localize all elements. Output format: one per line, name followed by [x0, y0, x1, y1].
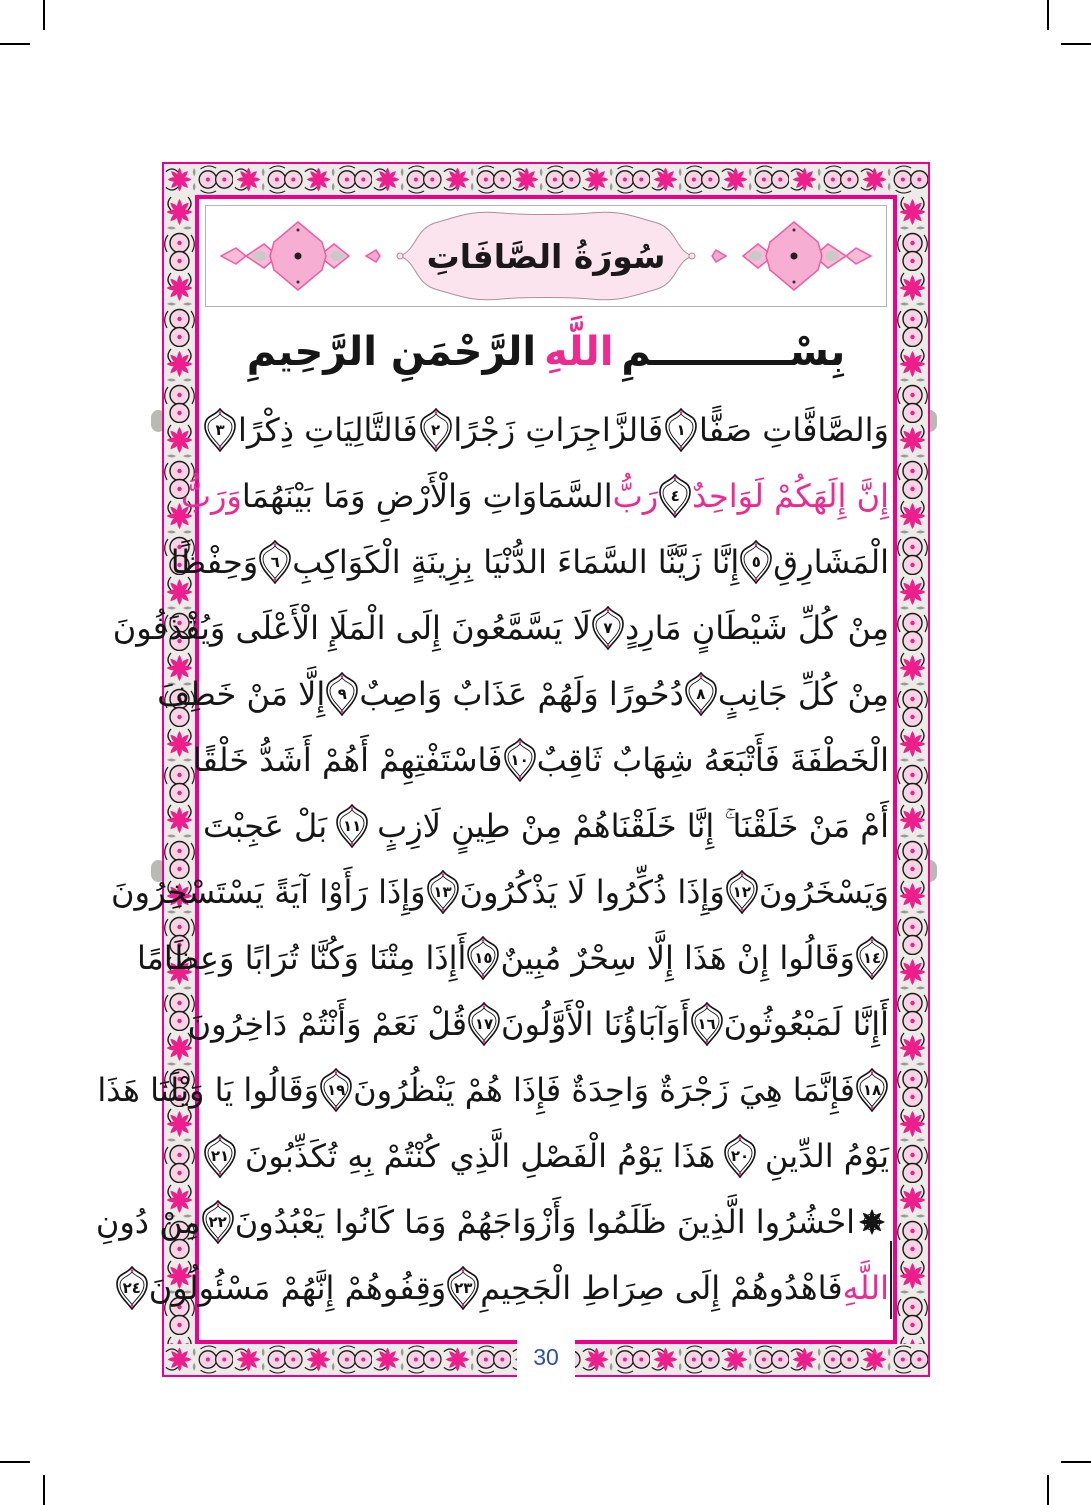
rub-el-hizb-icon	[855, 1205, 889, 1239]
border-tile	[303, 164, 372, 195]
quran-line	[192, 727, 889, 793]
text-segment: وَرَبُّ	[180, 477, 242, 515]
crop-mark-bottom-right-h	[1061, 1461, 1091, 1463]
quran-line	[136, 925, 889, 991]
verse-number-medallion: ١٦	[690, 1002, 724, 1046]
border-tile	[897, 879, 928, 955]
surah-title-cartouche	[396, 208, 696, 304]
quran-line	[110, 859, 889, 925]
surah-title-box	[205, 205, 887, 307]
text-segment: وَقَالُوا يَا وَيْلَنَا هَذَا	[97, 1071, 320, 1109]
border-tile	[164, 195, 195, 271]
text-segment: إِلَّا مَنْ خَطِفَ	[157, 675, 326, 713]
text-segment: بَلْ عَجِبْتَ	[203, 807, 328, 845]
text-segment: السَّمَاوَاتِ وَالْأَرْضِ وَمَا بَيْنَهُمَا	[241, 477, 613, 515]
text-segment: أَإِنَّا لَمَبْعُوثُونَ	[723, 1005, 889, 1043]
verse-number-medallion: ١٨	[855, 1068, 889, 1112]
bismillah-pre: بِسْــــــــــمِ	[621, 329, 846, 375]
border-tile	[789, 164, 858, 195]
verse-number-medallion: ١٥	[466, 936, 500, 980]
text-segment: لَا يَسَّمَّعُونَ إِلَى الْمَلَإِ الْأَعْلَى وَيُقْذَفُونَ	[112, 609, 591, 647]
verse-number-medallion: ١٣	[426, 870, 460, 914]
border-tile	[897, 499, 928, 575]
text-segment: أَوَآبَاؤُنَا الْأَوَّلُونَ	[501, 1005, 690, 1043]
border-tile	[720, 1344, 789, 1375]
border-tile	[581, 164, 650, 195]
verse-number-medallion: ٢٢	[201, 1200, 235, 1244]
border-tile	[164, 1107, 195, 1183]
quran-line	[203, 397, 889, 463]
border-tile	[859, 1344, 928, 1375]
verse-number-medallion: ١٠	[503, 738, 537, 782]
quran-line	[187, 991, 889, 1057]
verse-number-medallion: ٥	[739, 540, 773, 584]
border-tile	[897, 1031, 928, 1107]
verse-number-medallion: ١٤	[855, 936, 889, 980]
border-tile	[372, 1344, 441, 1375]
text-segment: وَالصَّافَّاتِ صَفًّا	[698, 411, 889, 449]
border-tile	[897, 1335, 928, 1344]
text-segment: مِنْ كُلِّ شَيْطَانٍ مَارِدٍ	[624, 609, 889, 647]
border-tile	[581, 1344, 650, 1375]
verse-number-medallion: ١٩	[319, 1068, 353, 1112]
text-segment: الْخَطْفَةَ فَأَتْبَعَهُ شِهَابٌ ثَاقِبٌ	[536, 741, 889, 779]
border-tile	[897, 1183, 928, 1259]
quran-line	[170, 529, 889, 595]
text-segment: يَوْمُ الدِّينِ	[764, 1137, 889, 1175]
border-tile	[650, 1344, 719, 1375]
text-segment: وَقِفُوهُمْ إِنَّهُمْ مَسْئُولُونَ	[148, 1269, 447, 1307]
text-segment: وَإِذَا ذُكِّرُوا لَا يَذْكُرُونَ	[459, 873, 725, 911]
quran-line	[203, 1123, 889, 1189]
text-segment: فَاهْدُوهُمْ إِلَى صِرَاطِ الْجَحِيمِ	[480, 1269, 843, 1307]
border-tile	[897, 727, 928, 803]
text-segment: وَحِفْظًا	[170, 543, 259, 581]
hizb-start-rule	[890, 1241, 892, 1319]
border-tile	[164, 727, 195, 803]
text-segment: رَبُّ	[612, 477, 659, 515]
crop-mark-top-right-v	[1047, 0, 1049, 30]
page-number-box	[517, 1337, 575, 1378]
border-tile	[442, 164, 511, 195]
bismillah-line	[199, 307, 893, 397]
page-number: 30	[533, 1344, 559, 1370]
verse-number-medallion: ٣	[203, 408, 237, 452]
text-segment: دُحُورًا وَلَهُمْ عَذَابٌ وَاصِبٌ	[359, 675, 684, 713]
border-tile	[164, 347, 195, 423]
crop-mark-bottom-left-v	[43, 1475, 45, 1505]
surah-title: سُورَةُ الصَّافَاتِ	[426, 236, 666, 276]
border-tile	[164, 164, 233, 195]
border-tile	[442, 1344, 511, 1375]
verse-number-medallion: ١	[664, 408, 698, 452]
verse-number-medallion: ٤	[658, 474, 692, 518]
border-tile	[164, 1335, 195, 1344]
border-tile	[789, 1344, 858, 1375]
crop-mark-top-right-h	[1061, 43, 1091, 45]
verse-number-medallion: ٨	[684, 672, 718, 716]
verse-number-medallion: ٧	[591, 606, 625, 650]
page-content	[95, 199, 893, 1340]
border-tile	[897, 1259, 928, 1335]
border-tile	[164, 1344, 233, 1375]
quran-line	[97, 1057, 889, 1123]
border-tile	[897, 195, 928, 271]
border-tile	[897, 423, 928, 499]
crop-mark-top-left-v	[43, 0, 45, 30]
border-tile	[897, 955, 928, 1031]
crop-mark-top-left-h	[0, 43, 30, 45]
border-tile	[897, 651, 928, 727]
text-segment: أَإِذَا مِتْنَا وَكُنَّا تُرَابًا وَعِظَامًا	[136, 939, 467, 977]
border-tile	[233, 1344, 302, 1375]
text-segment: إِنَّ إِلَهَكُمْ لَوَاحِدٌ	[692, 477, 889, 515]
text-segment: وَيَسْخَرُونَ	[758, 873, 889, 911]
text-segment: وَقَالُوا إِنْ هَذَا إِلَّا سِحْرٌ مُبِينٌ	[500, 939, 855, 977]
ornament-border-right	[897, 195, 928, 1344]
quran-line	[180, 463, 889, 529]
border-tile	[164, 803, 195, 879]
border-tile	[372, 164, 441, 195]
border-tile	[897, 803, 928, 879]
quran-line	[95, 1189, 889, 1255]
decorative-frame	[95, 162, 930, 1377]
border-tile	[511, 164, 580, 195]
quran-text-block	[95, 397, 893, 1321]
verse-number-medallion: ٢٠	[723, 1134, 757, 1178]
border-tile	[897, 271, 928, 347]
verse-number-medallion: ٢	[419, 408, 453, 452]
text-segment: مِنْ كُلِّ جَانِبٍ	[717, 675, 889, 713]
border-tile	[164, 271, 195, 347]
border-tile	[859, 164, 928, 195]
verse-number-medallion: ١٧	[467, 1002, 501, 1046]
text-segment: فَالزَّاجِرَاتِ زَجْرًا	[453, 411, 664, 449]
verse-number-medallion: ٦	[258, 540, 292, 584]
border-tile	[897, 1107, 928, 1183]
verse-number-medallion: ٢١	[203, 1134, 237, 1178]
ornament-border-top	[164, 164, 928, 195]
text-segment: فَاسْتَفْتِهِمْ أَهُمْ أَشَدُّ خَلْقًا	[192, 741, 503, 779]
quran-line	[203, 793, 889, 859]
ornament-border-left	[164, 195, 195, 1344]
text-segment: أَمْ مَنْ خَلَقْنَا ۚ إِنَّا خَلَقْنَاهُمْ مِنْ طِينٍ لَازِبٍ	[377, 806, 889, 845]
crop-mark-bottom-right-v	[1047, 1475, 1049, 1505]
bismillah-allah: اللَّهِ	[544, 329, 614, 375]
text-segment: الْمَشَارِقِ	[773, 543, 889, 581]
border-tile	[897, 575, 928, 651]
text-segment: هَذَا يَوْمُ الْفَصْلِ الَّذِي كُنْتُمْ بِهِ تُكَذِّبُونَ	[244, 1137, 716, 1175]
text-segment: وَإِذَا رَأَوْا آيَةً يَسْتَسْخِرُونَ	[110, 873, 426, 911]
text-segment: مِنْ دُونِ	[95, 1203, 201, 1241]
text-segment: فَإِنَّمَا هِيَ زَجْرَةٌ وَاحِدَةٌ فَإِذَا هُمْ يَنْظُرُونَ	[353, 1071, 855, 1109]
text-segment: قُلْ نَعَمْ وَأَنْتُمْ دَاخِرُونَ	[187, 1005, 468, 1043]
border-tile	[720, 164, 789, 195]
text-segment: فَالتَّالِيَاتِ ذِكْرًا	[237, 411, 418, 449]
verse-number-medallion: ٢٤	[115, 1266, 149, 1310]
border-tile	[897, 347, 928, 423]
quran-line	[112, 595, 889, 661]
text-segment: إِنَّا زَيَّنَّا السَّمَاءَ الدُّنْيَا بِزِينَةٍ الْكَوَاكِبِ	[292, 543, 740, 581]
text-segment: اللَّهِ	[842, 1269, 889, 1307]
verse-number-medallion: ٢٣	[446, 1266, 480, 1310]
verse-number-medallion: ١١	[335, 804, 369, 848]
text-segment: احْشُرُوا الَّذِينَ ظَلَمُوا وَأَزْوَاجَهُمْ وَمَا كَانُوا يَعْبُدُونَ	[234, 1203, 855, 1241]
title-ornament-left	[216, 218, 381, 294]
bismillah-post: الرَّحْمَنِ الرَّحِيمِ	[246, 329, 537, 375]
border-tile	[233, 164, 302, 195]
verse-number-medallion: ٩	[325, 672, 359, 716]
border-tile	[650, 164, 719, 195]
verse-number-medallion: ١٢	[725, 870, 759, 914]
quran-line	[122, 1255, 889, 1321]
border-tile	[303, 1344, 372, 1375]
crop-mark-bottom-left-h	[0, 1461, 30, 1463]
quran-line	[157, 661, 889, 727]
title-ornament-right	[711, 218, 876, 294]
